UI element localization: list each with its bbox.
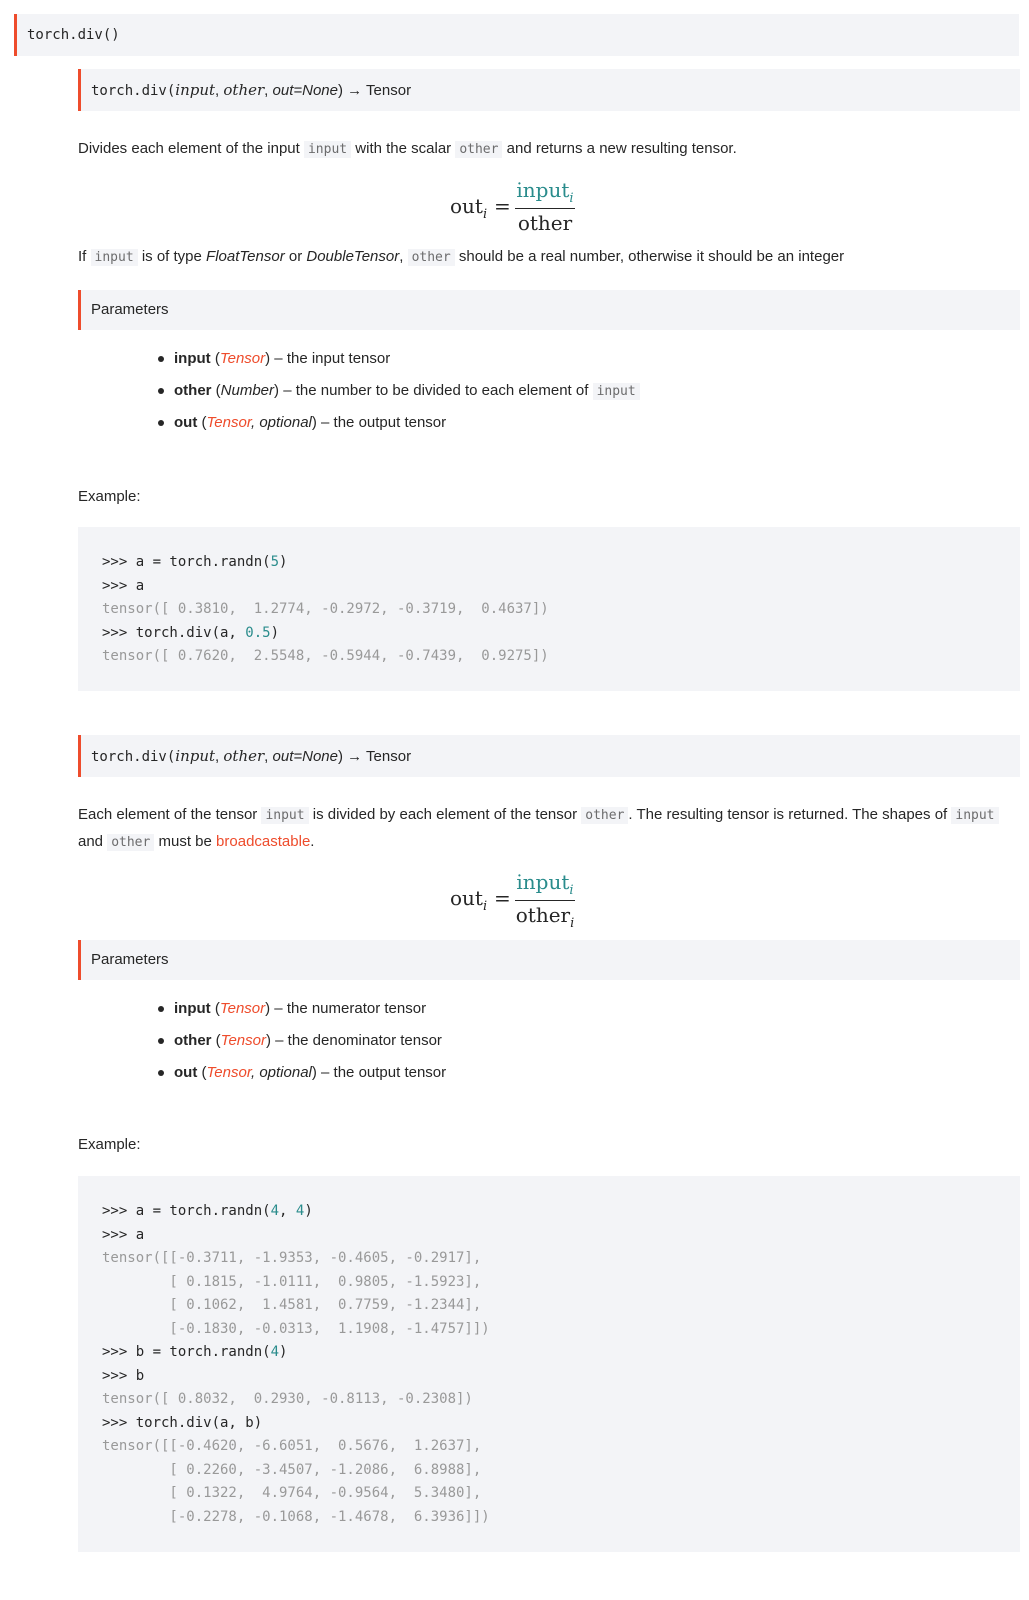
- code-line: >>> torch.div(a, 0.5): [102, 624, 280, 641]
- top-signature-text: torch.div(): [27, 27, 120, 43]
- note-1: If input is of type FloatTensor or DoubleTensor, other should be a real number, otherwise it should be an integer: [78, 248, 845, 265]
- param-other: other (Number) – the number to be divided to each element of input: [158, 375, 640, 407]
- code-line: [ 0.1062, 1.4581, 0.7759, -1.2344],: [102, 1297, 482, 1313]
- sig-arg-out: out=None: [272, 82, 338, 99]
- code-other: other: [455, 141, 502, 158]
- description-2: Each element of the tensor input is divided by each element of the tensor other . The resulting tensor is returned. The shapes of input and other must be broadcastable.: [78, 802, 1018, 856]
- code-line: >>> a = torch.randn(4, 4): [102, 1203, 313, 1219]
- sig-return: ) → Tensor: [338, 82, 412, 99]
- code-example-1: [78, 527, 1020, 691]
- signature-2: torch.div(input, other, out=None) → Tensor: [78, 735, 1020, 777]
- code-line: tensor([ 0.3810, 1.2774, -0.2972, -0.3719, 0.4637]): [102, 601, 549, 617]
- formula-1: out$_i$ = input$_i$ other: [450, 178, 574, 235]
- code-line: >>> b = torch.randn(4): [102, 1344, 288, 1360]
- code-line: >>> a = torch.randn(5): [102, 554, 288, 570]
- param-out: out (Tensor, optional) – the output tensor: [158, 1057, 446, 1089]
- code-line: tensor([ 0.8032, 0.2930, -0.8113, -0.2308]): [102, 1391, 473, 1407]
- code-line: tensor([[-0.3711, -1.9353, -0.4605, -0.2917],: [102, 1250, 482, 1266]
- parameters-heading-2: Parameters: [78, 940, 1020, 980]
- param-other: other (Tensor) – the denominator tensor: [158, 1025, 446, 1057]
- type-link-tensor[interactable]: Tensor: [219, 350, 266, 367]
- param-input: input (Tensor) – the numerator tensor: [158, 993, 446, 1025]
- example-label-1: Example:: [78, 488, 141, 505]
- top-signature: [14, 14, 1019, 56]
- signature-1: torch.div(input, other, out=None) → Tensor: [78, 69, 1020, 111]
- param-input: input (Tensor) – the input tensor: [158, 343, 640, 375]
- description-1: Divides each element of the input input with the scalar other and returns a new resulting tensor.: [78, 140, 737, 157]
- code-line: [ 0.1815, -1.0111, 0.9805, -1.5923],: [102, 1273, 482, 1290]
- code-line: [ 0.2260, -3.4507, -1.2086, 6.8988],: [102, 1461, 482, 1478]
- formula-2: out$_i$ = input$_i$ other$_i$: [450, 870, 575, 931]
- broadcastable-link[interactable]: broadcastable: [216, 833, 311, 850]
- parameter-list-1: [158, 343, 640, 439]
- code-line: >>> b: [102, 1367, 145, 1384]
- code-line: >>> a: [102, 577, 145, 594]
- sig-arg-other: other: [223, 81, 265, 99]
- code-example-2: [78, 1176, 1020, 1552]
- parameters-heading-1: Parameters: [78, 290, 1020, 330]
- code-line: [-0.2278, -0.1068, -1.4678, 6.3936]]): [102, 1508, 490, 1525]
- sig-arg-input: input: [175, 81, 216, 99]
- code-line: >>> torch.div(a, b): [102, 1414, 263, 1431]
- code-line: [ 0.1322, 4.9764, -0.9564, 5.3480],: [102, 1485, 482, 1501]
- code-input: input: [304, 141, 351, 158]
- param-out: out (Tensor, optional) – the output tensor: [158, 407, 640, 439]
- sig-fn: torch.div(: [91, 83, 176, 99]
- parameter-list-2: [158, 993, 446, 1089]
- code-line: tensor([[-0.4620, -6.6051, 0.5676, 1.2637],: [102, 1438, 482, 1454]
- type-link-tensor[interactable]: Tensor: [206, 414, 251, 431]
- code-line: [-0.1830, -0.0313, 1.1908, -1.4757]]): [102, 1320, 490, 1337]
- example-label-2: Example:: [78, 1136, 141, 1153]
- code-line: tensor([ 0.7620, 2.5548, -0.5944, -0.7439, 0.9275]): [102, 648, 549, 664]
- code-line: >>> a: [102, 1226, 145, 1243]
